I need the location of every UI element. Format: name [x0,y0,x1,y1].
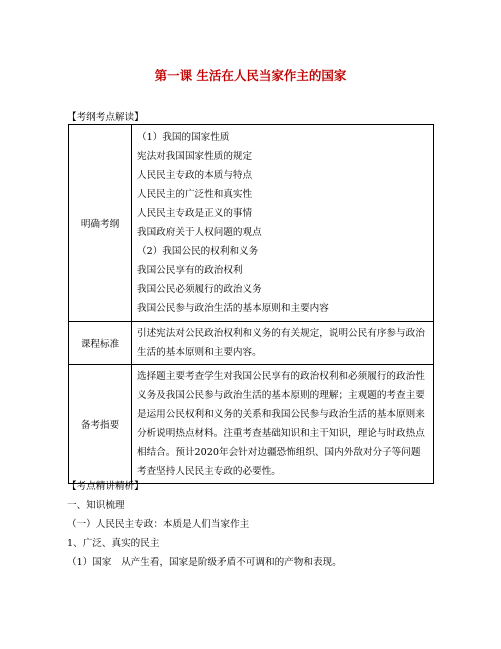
outline-line: 人民民主专政是正义的事情 [137,208,253,219]
body-line: （1）国家 从产生看，国家是阶级矛盾不可调和的产物和表现。 [67,557,342,568]
outline-line: 宪法对我国国家性质的规定 [137,151,253,162]
outline-line: 人民民主的广泛性和真实性 [137,189,253,200]
row-label-standard: 课程标准 [69,322,132,365]
body-line: 一、知识梳理 [67,500,125,511]
outline-line: 人民民主专政的本质与特点 [137,170,253,181]
table-row [69,125,434,322]
page-title: 第一课 生活在人民当家作主的国家 [154,68,347,83]
section-header-analysis: 【考点精讲精析】 [67,481,144,492]
body-line: （一）人民民主专政：本质是人们当家作主 [67,519,250,530]
body-line: 1、广泛、真实的民主 [67,538,160,549]
exam-outline-table [68,124,434,484]
outline-line: （1）我国的国家性质 [137,132,230,143]
row-label-guide: 备考指要 [69,365,132,484]
outline-line: 我国公民享有的政治权利 [137,265,243,276]
outline-line: （2）我国公民的权利和义务 [137,246,259,257]
outline-line: 我国公民参与政治生活的基本原则和主要内容 [137,303,329,314]
guide-content: 选择题主要考查学生对我国公民享有的政治权利和必须履行的政治性义务及我国公民参与政治生活的基本原则的理解；主观题的考查主要是运用公民权利和义务的关系和我国公民参与政治生活的基本原则来分析说明热点材料。注重考查基础知识和主干知识，理论与时政热点相结合。预计2020年会针对边疆恐怖组织、国内外敌对分子等问题考查坚持人民民主专政的必要性。 [132,365,434,484]
outline-line: 我国政府关于人权问题的观点 [137,227,262,238]
outline-line: 我国公民必须履行的政治义务 [137,284,262,295]
standard-content: 引述宪法对公民政治权利和义务的有关规定，说明公民有序参与政治生活的基本原则和主要内容。 [132,322,434,365]
section-header-exam-outline: 【考纲考点解读】 [67,112,144,123]
table-row [69,365,434,484]
table-row [69,322,434,365]
outline-content [132,125,434,322]
row-label-outline: 明确考纲 [69,125,132,322]
